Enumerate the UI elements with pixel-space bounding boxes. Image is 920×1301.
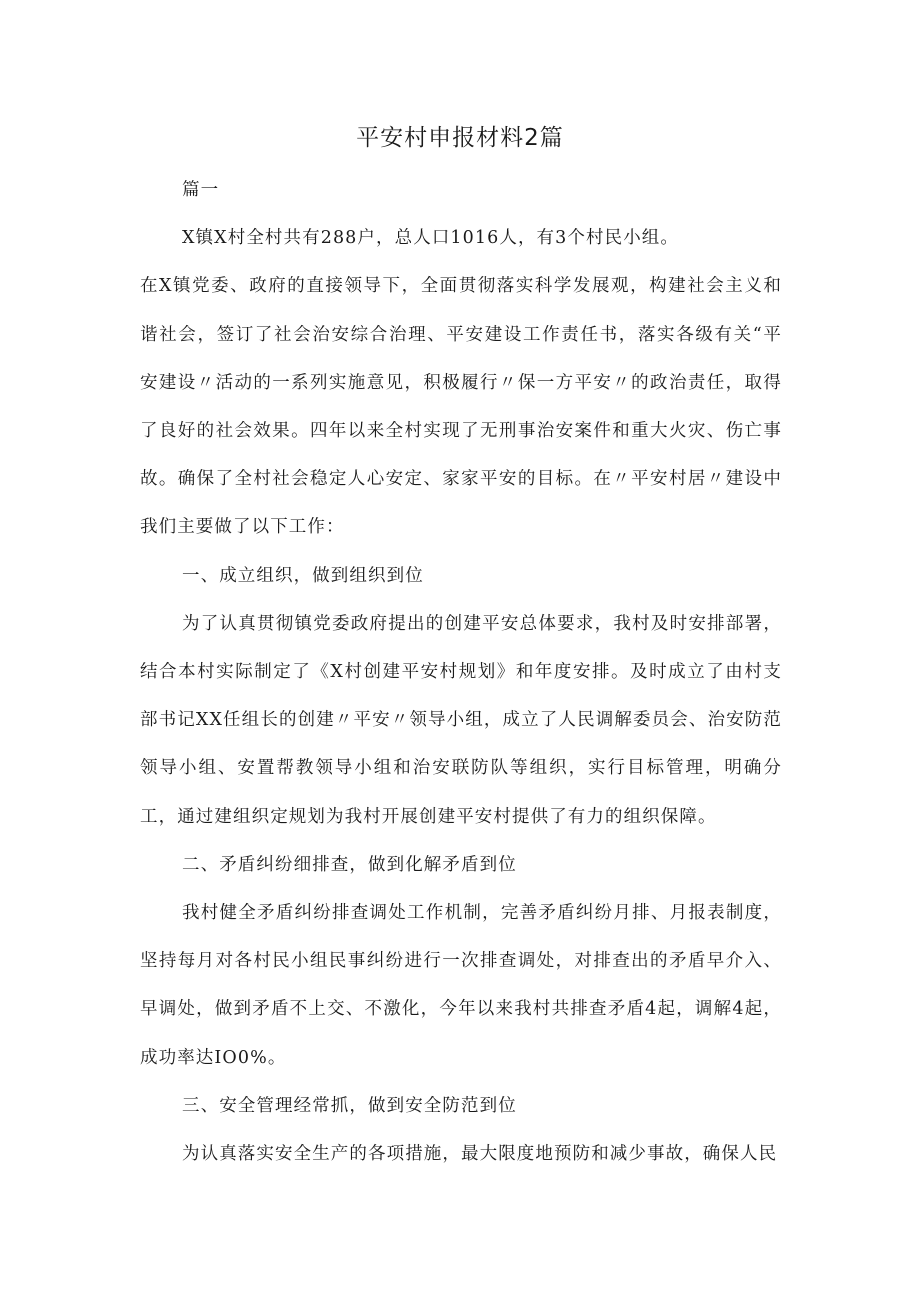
heading-safety-management: 三、安全管理经常抓，做到安全防范到位 [182, 1095, 517, 1116]
section-label: 篇一 [182, 180, 220, 200]
document-body [140, 166, 782, 1178]
document-title: 平安村申报材料2篇 [356, 125, 564, 151]
paragraph-village-overview: X镇X村全村共有288户，总人口1016人，有3个村民小组。 [182, 228, 679, 249]
paragraph-dispute-resolution: 我村健全矛盾纠纷排查调处工作机制，完善矛盾纠纷月排、月报表制度，坚持每月对各村民小组民事纠纷进行一次排查调处，对排查出的矛盾早介入、早调处，做到矛盾不上交、不激化，今年以来我村共排查矛盾4起，调解4起，成功率达IO0%。 [140, 903, 782, 1068]
paragraph-organization: 为了认真贯彻镇党委政府提出的创建平安总体要求，我村及时安排部署，结合本村实际制定了《X村创建平安村规划》和年度安排。及时成立了由村支部书记XX任组长的创建〃平安〃领导小组，成立了人民调解委员会、治安防范领导小组、安置帮教领导小组和治安联防队等组织，实行目标管理，明确分工，通过建组织定规划为我村开展创建平安村提供了有力的组织保障。 [140, 613, 782, 827]
paragraph-leadership: 在X镇党委、政府的直接领导下，全面贯彻落实科学发展观，构建社会主义和谐社会，签订了社会治安综合治理、平安建设工作责任书，落实各级有关“平安建设〃活动的一系列实施意见，积极履行〃保一方平安〃的政治责任，取得了良好的社会效果。四年以来全村实现了无刑事治安案件和重大火灾、伤亡事故。确保了全村社会稳定人心安定、家家平安的目标。在〃平安村居〃建设中我们主要做了以下工作： [140, 276, 782, 538]
heading-organization: 一、成立组织，做到组织到位 [182, 565, 424, 586]
paragraph-safety-management: 为认真落实安全生产的各项措施，最大限度地预防和减少事故，确保人民 [182, 1144, 778, 1165]
heading-dispute-resolution: 二、矛盾纠纷细排查，做到化解矛盾到位 [182, 854, 517, 875]
